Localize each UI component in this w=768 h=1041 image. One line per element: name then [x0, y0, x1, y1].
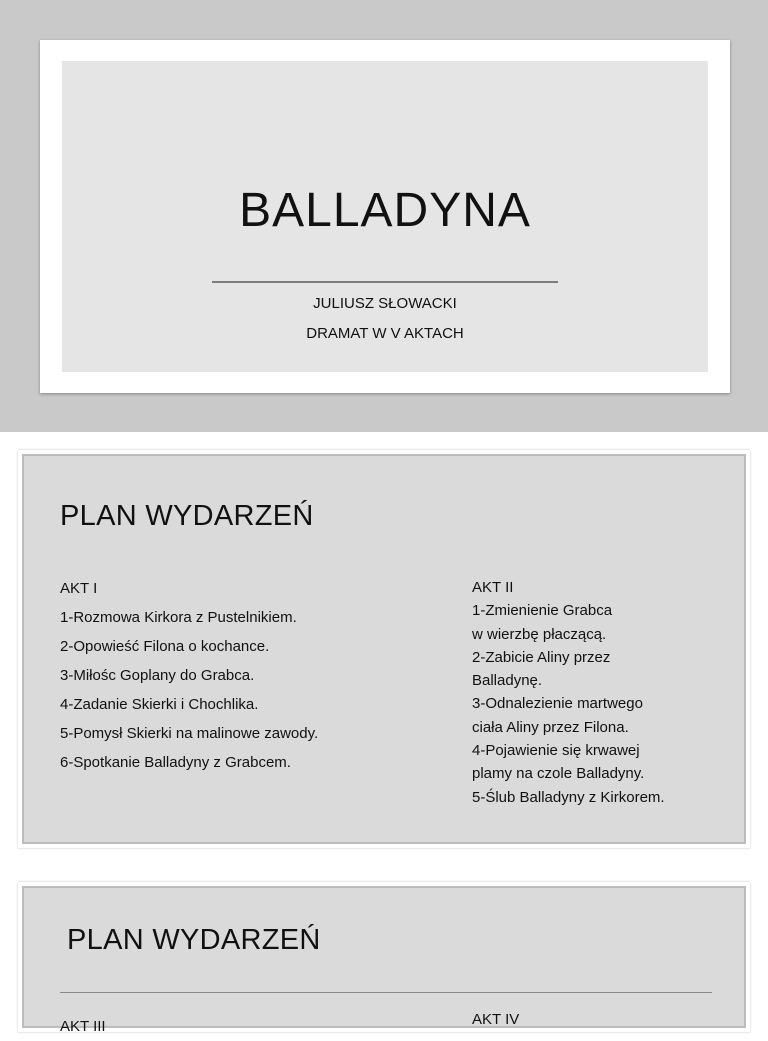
presentation-title: BALLADYNA [239, 184, 531, 237]
act-3-column [60, 1012, 106, 1041]
author-name: JULIUSZ SŁOWACKI [313, 295, 457, 312]
slide-plan-acts-1-2 [18, 450, 750, 848]
event-line: ciała Aliny przez Filona. [472, 718, 629, 736]
event-line: 2-Opowieść Filona o kochance. [60, 638, 270, 655]
heading-divider [60, 992, 712, 993]
event-line: 5-Ślub Balladyny z Kirkorem. [472, 788, 665, 806]
event-line: 3-Odnalezienie martwego [472, 695, 643, 713]
title-slide [40, 40, 730, 393]
event-line: plamy na czole Balladyny. [472, 765, 645, 783]
act-1-column [60, 574, 318, 777]
event-line: 1-Zmienienie Grabca [472, 602, 613, 620]
act-label: AKT I [60, 580, 98, 597]
event-line: 4-Zadanie Skierki i Chochlika. [60, 696, 259, 713]
slide-plan-acts-3-4 [18, 882, 750, 1035]
act-label: AKT II [472, 579, 514, 596]
event-line: 6-Spotkanie Balladyny z Grabcem. [60, 754, 291, 771]
slide-panel [22, 886, 746, 1035]
act-label: AKT III [60, 1018, 106, 1035]
title-slide-panel [62, 61, 708, 372]
title-divider [212, 281, 558, 283]
act-label: AKT IV [472, 1011, 520, 1028]
event-line: w wierzbę płaczącą. [472, 625, 607, 643]
event-line: 3-Miłośc Goplany do Grabca. [60, 667, 255, 684]
event-line: 2-Zabicie Aliny przez [472, 648, 611, 666]
slide-heading: PLAN WYDARZEŃ [67, 924, 321, 956]
act-4-column [472, 1008, 519, 1031]
event-line: 4-Pojawienie się krwawej [472, 742, 640, 760]
event-line: Balladynę. [472, 672, 543, 690]
presentation-subtitle: DRAMAT W V AKTACH [306, 325, 464, 342]
act-2-column [472, 576, 665, 809]
event-line: 5-Pomysł Skierki na malinowe zawody. [60, 725, 319, 742]
event-line: 1-Rozmowa Kirkora z Pustelnikiem. [60, 609, 297, 626]
slide-panel [22, 454, 746, 844]
slide-heading: PLAN WYDARZEŃ [60, 500, 314, 532]
